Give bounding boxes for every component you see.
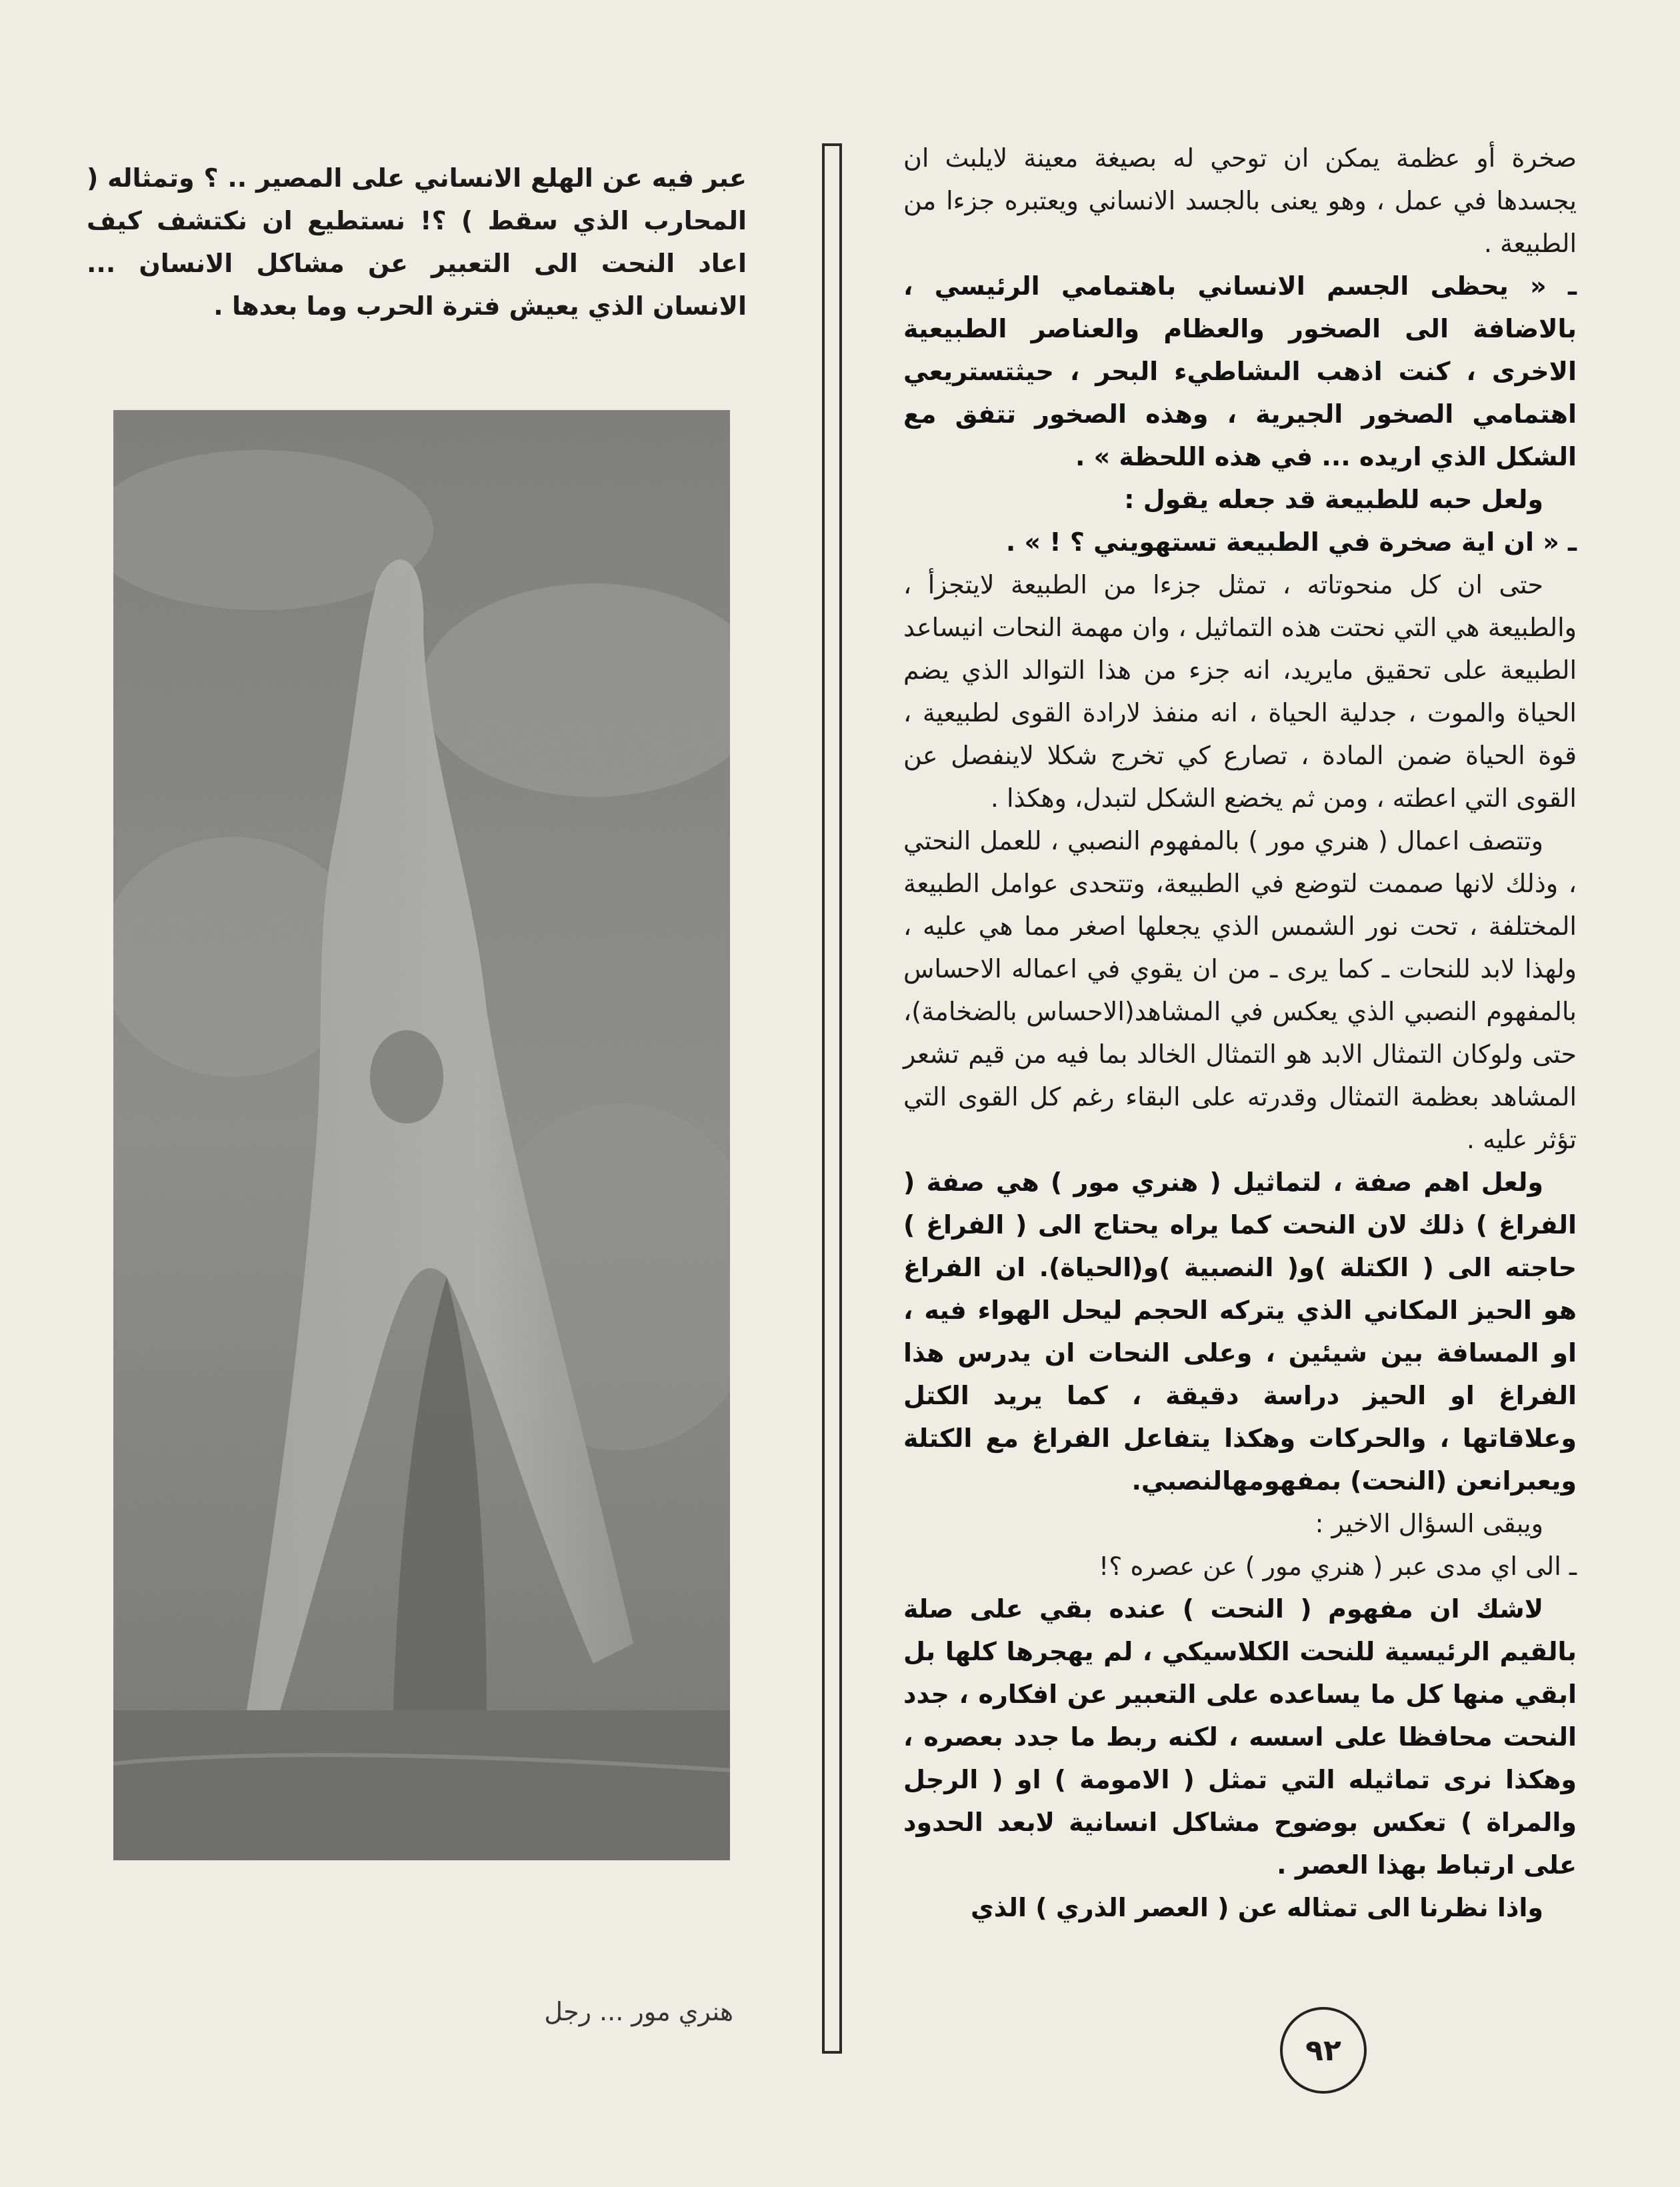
article-paragraph: حتى ان كل منحوتاته ، تمثل جزءا من الطبيعة لايتجزأ ، والطبيعة هي التي نحتت هذه التماثيل ، وان مهمة النحات انيساعد الطبيعة على تحقيق مايريد، انه جزء من هذا التوالد الذي يضم الحياة والموت ، جدلية الحياة ، انه منفذ لارادة القوى لطبيعية ، قوة الحياة ضمن المادة ، تصارع كي تخرج شكلا لاينفصل عن القوى التي اعطته ، ومن ثم يخضع الشكل لتبدل، وهكذا . xyxy=(903,570,1577,813)
article-paragraph: ولعل اهم صفة ، لتماثيل ( هنري مور ) هي صفة ( الفراغ ) ذلك لان النحت كما يراه يحتاج الى ( الفراغ ) حاجته الى ( الكتلة )و( النصبية )و(الحياة). ان الفراغ هو الحيز المكاني الذي يتركه الحجم ليحل الهواء فيه ، او المسافة بين شيئين ، وعلى النحات ان يدرس هذا الفراغ او الحيز دراسة دقيقة ، كما يريد الكتل وعلاقاتها ، والحركات وهكذا يتفاعل الفراغ مع الكتلة ويعبرانعن (النحت) بمفهومهالنصبي. xyxy=(903,1168,1577,1496)
article-paragraph: عبر فيه عن الهلع الانساني على المصير .. ؟ وتمثاله ( المحارب الذي سقط ) ؟! نستطيع ان نكتشف كيف اعاد النحت الى التعبير عن مشاكل الانسان ... الانسان الذي يعيش فترة الحرب وما بعدها . xyxy=(87,163,747,321)
article-paragraph: وتتصف اعمال ( هنري مور ) بالمفهوم النصبي ، للعمل النحتي ، وذلك لانها صممت لتوضع في الطبيعة، وتتحدى عوامل الطبيعة المختلفة ، تحت نور الشمس الذي يجعلها اصغر مما هي عليه ، ولهذا لابد للنحات ـ كما يرى ـ من ان يقوي في اعماله الاحساس بالمفهوم النصبي الذي يعكس في المشاهد(الاحساس بالضخامة)، حتى ولوكان التمثال الابد هو التمثال الخالد بما فيه من قيم تشعر المشاهد بعظمة التمثال وقدرته على البقاء رغم كل القوى التي تؤثر عليه . xyxy=(903,826,1577,1154)
article-paragraph: ـ « ان اية صخرة في الطبيعة تستهويني ؟ ! » . xyxy=(1005,527,1577,557)
article-paragraph: ويبقى السؤال الاخير : xyxy=(1315,1509,1543,1538)
column-divider xyxy=(822,143,842,2054)
main-article-column xyxy=(903,137,1577,1929)
article-paragraph: ـ الى اي مدى عبر ( هنري مور ) عن عصره ؟! xyxy=(1099,1552,1577,1581)
article-paragraph: لاشك ان مفهوم ( النحت ) عنده بقي على صلة بالقيم الرئيسية للنحت الكلاسيكي ، لم يهجرها كلها بل ابقي منها كل ما يساعده على التعبير عن افكاره ، جدد النحت محافظا على اسسه ، لكنه ربط ما جدد بعصره ، وهكذا نرى تماثيله التي تمثل ( الامومة ) او ( الرجل والمراة ) تعكس بوضوح مشاكل انسانية لابعد الحدود على ارتباط بهذا العصر . xyxy=(903,1594,1577,1880)
page-number: ٩٢ xyxy=(1280,2007,1367,2094)
article-paragraph: ـ « يحظى الجسم الانساني باهتمامي الرئيسي ، بالاضافة الى الصخور والعظام والعناصر الطبيعية الاخرى ، كنت اذهب الىشاطيء البحر ، حيثتستريعي اهتمامي الصخور الجيرية ، وهذه الصخور تتفق مع الشكل الذي اريده ... في هذه اللحظة » . xyxy=(903,271,1577,471)
article-paragraph: صخرة أو عظمة يمكن ان توحي له بصيغة معينة لايلبث ان يجسدها في عمل ، وهو يعنى بالجسد الانساني ويعتبره جزءا من الطبيعة . xyxy=(903,143,1577,258)
article-paragraph: واذا نظرنا الى تمثاله عن ( العصر الذري ) الذي xyxy=(970,1893,1543,1922)
continuation-column xyxy=(87,157,747,327)
photo-caption: هنري مور ... رجل xyxy=(544,1997,733,2026)
article-paragraph: ولعل حبه للطبيعة قد جعله يقول : xyxy=(1124,485,1543,514)
sculpture-photo xyxy=(113,410,730,1860)
